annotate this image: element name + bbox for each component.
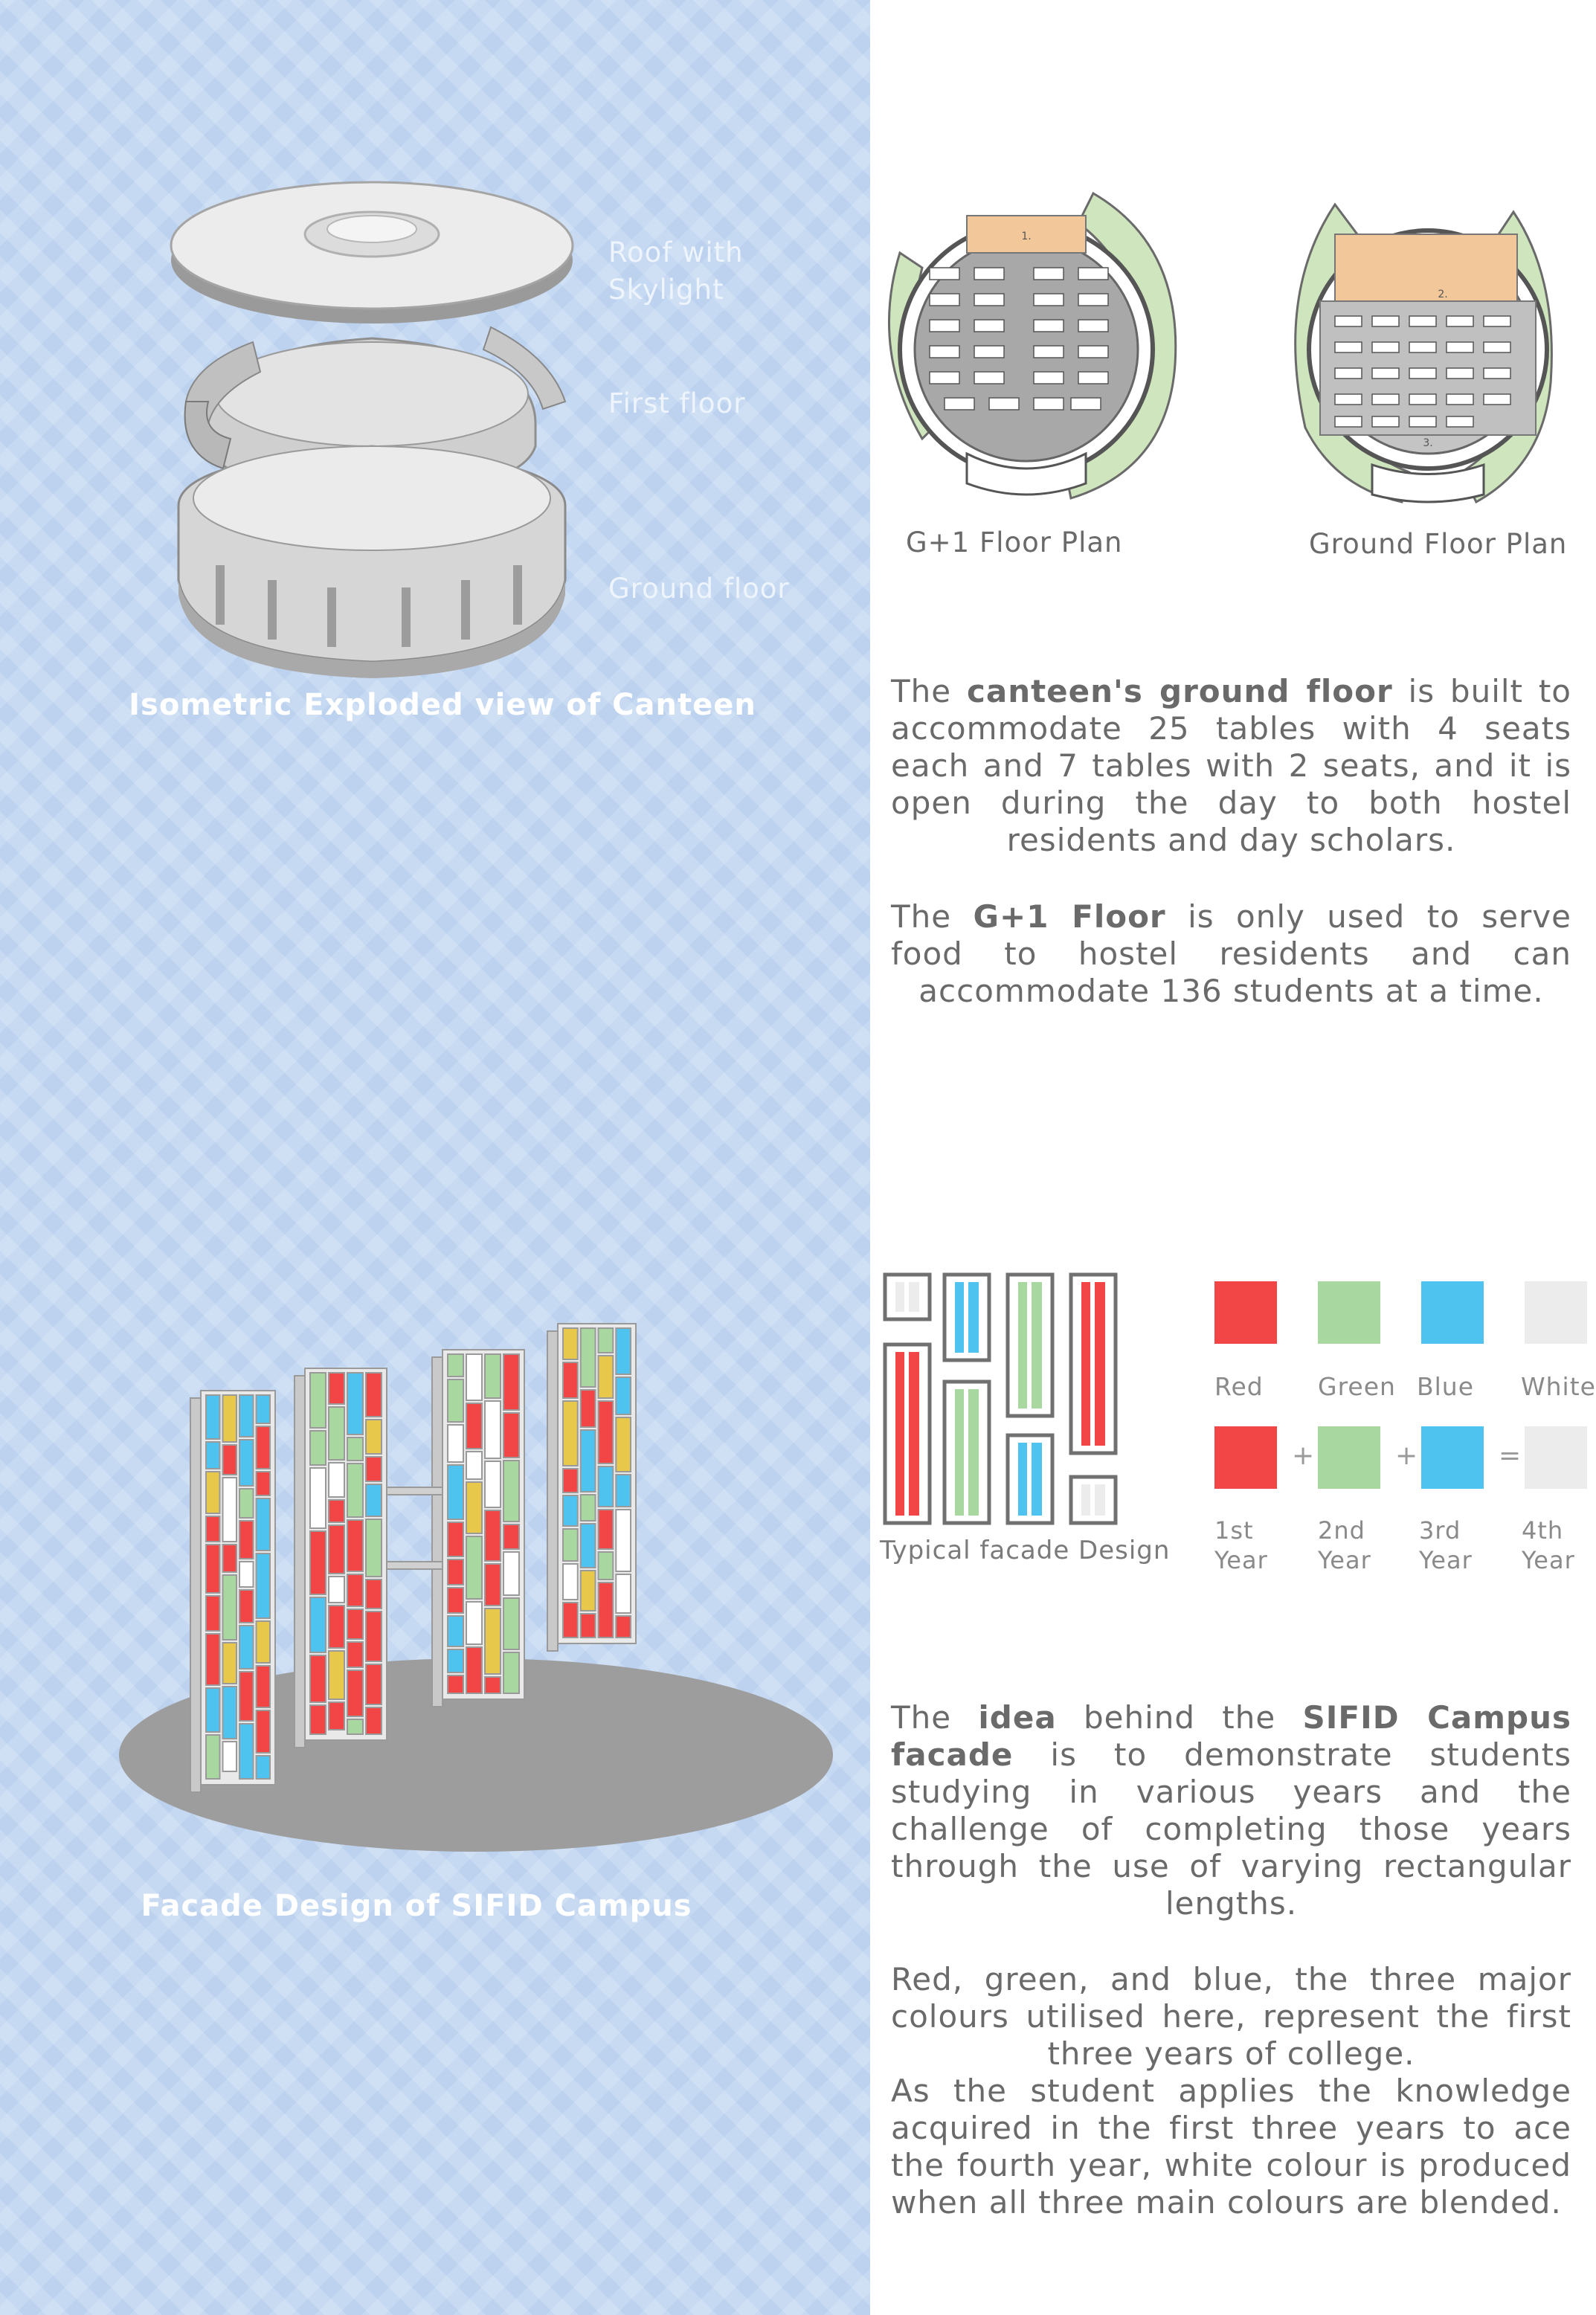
facade-tile: [206, 1472, 220, 1513]
facade-tile: [310, 1431, 326, 1465]
plus-operator-2: +: [1395, 1440, 1418, 1471]
facade-panel-side-3: [432, 1357, 443, 1707]
facade-tile: [239, 1562, 254, 1587]
facade-tile: [347, 1609, 363, 1639]
facade-shelf-2: [387, 1562, 443, 1569]
canteen-p1-bold: canteen's ground floor: [966, 673, 1393, 709]
facade-tile: [366, 1373, 382, 1417]
facade-tile: [466, 1452, 482, 1479]
facade-tile: [206, 1735, 220, 1779]
facade-tile: [239, 1395, 254, 1437]
facade-tile: [257, 1553, 271, 1618]
swatch-green: [1318, 1281, 1380, 1344]
facade-tile: [448, 1675, 463, 1693]
facade-tile: [599, 1401, 614, 1464]
facade-tile: [206, 1395, 220, 1439]
facade-tile: [485, 1677, 501, 1693]
facade-tile: [599, 1552, 614, 1580]
facade-tile: [448, 1379, 463, 1422]
facade-tile: [599, 1510, 614, 1549]
facade-tile: [239, 1521, 254, 1559]
facade-tile: [448, 1354, 463, 1377]
facade-tile: [485, 1401, 501, 1458]
facade-tile: [366, 1707, 382, 1734]
layer-label-roof-line2: Skylight: [608, 274, 724, 306]
facade-tile: [239, 1672, 254, 1721]
facade-tile: [485, 1609, 501, 1674]
facade-tile: [616, 1616, 631, 1638]
facade-tile: [347, 1574, 363, 1606]
swatch-year1: [1214, 1426, 1277, 1489]
ground-room-number-2: 2.: [1438, 289, 1448, 300]
facade-tile: [503, 1598, 519, 1649]
facade-tile: [485, 1510, 501, 1561]
facade-p1-t1: The: [891, 1699, 979, 1736]
facade-tile: [616, 1574, 631, 1613]
swatch-year4: [1525, 1426, 1587, 1489]
swatch-year3: [1421, 1426, 1484, 1489]
facade-tile: [310, 1373, 326, 1428]
facade-tile: [347, 1520, 363, 1571]
g1-plan-caption: G+1 Floor Plan: [906, 527, 1123, 558]
facade-tile: [581, 1390, 596, 1427]
canteen-p2-post: is only used to serve food to hostel residents and can accommodate 136 students at a time.: [891, 898, 1571, 1009]
year-label-1: [1214, 1516, 1268, 1575]
facade-tile: [563, 1603, 578, 1638]
facade-tile: [466, 1482, 482, 1533]
facade-panel-side-2: [295, 1376, 305, 1748]
facade-tile: [223, 1575, 237, 1640]
year-1-ordinal: 1st: [1214, 1516, 1254, 1545]
exploded-view-title: Isometric Exploded view of Canteen: [129, 688, 756, 722]
facade-tile: [466, 1602, 482, 1644]
year-4-word: Year: [1522, 1546, 1575, 1574]
facade-tile: [347, 1464, 363, 1517]
label-red: Red: [1214, 1372, 1264, 1401]
facade-tile: [206, 1688, 220, 1732]
facade-tile: [448, 1616, 463, 1646]
facade-3d-illustration: [112, 1242, 840, 1859]
facade-tile: [329, 1407, 344, 1460]
facade-p1-b1: idea: [978, 1699, 1057, 1736]
canteen-p2-bold: G+1 Floor: [973, 898, 1166, 935]
facade-tile: [616, 1377, 631, 1414]
facade-tile: [329, 1651, 344, 1699]
facade-tile: [616, 1328, 631, 1374]
facade-tile: [239, 1590, 254, 1623]
facade-tile: [616, 1475, 631, 1507]
g1-room-number: 1.: [1021, 231, 1032, 242]
layer-label-roof-line1: Roof with: [608, 236, 744, 268]
facade-tile: [329, 1463, 344, 1497]
facade-tile: [563, 1401, 578, 1466]
facade-shelf-1: [387, 1487, 443, 1495]
facade-tile: [485, 1354, 501, 1398]
facade-tile: [257, 1426, 271, 1469]
facade-tile: [329, 1500, 344, 1522]
facade-tile: [206, 1634, 220, 1685]
facade-tile: [563, 1328, 578, 1359]
swatch-blue: [1421, 1281, 1484, 1344]
facade-tile: [616, 1510, 631, 1571]
typical-facade-caption: Typical facade Design: [880, 1536, 1171, 1565]
facade-tile: [366, 1612, 382, 1661]
facade-tile: [223, 1395, 237, 1442]
facade-tile: [310, 1531, 326, 1594]
plus-operator-1: +: [1292, 1440, 1315, 1471]
canteen-p1-pre: The: [891, 673, 967, 709]
canteen-paragraph-2: [891, 898, 1571, 1010]
facade-tile: [563, 1362, 578, 1398]
facade-tile: [599, 1582, 614, 1638]
facade-tile: [485, 1564, 501, 1606]
facade-tile: [503, 1524, 519, 1549]
facade-tile: [329, 1525, 344, 1574]
facade-p1-b2: SIFID Campus facade: [891, 1699, 1571, 1773]
canteen-p2-pre: The: [891, 898, 974, 935]
facade-tile: [563, 1495, 578, 1526]
facade-tile: [616, 1417, 631, 1472]
facade-tile: [599, 1356, 614, 1398]
year-4-ordinal: 4th: [1522, 1516, 1564, 1545]
equals-operator: =: [1499, 1440, 1522, 1471]
facade-tile: [347, 1719, 363, 1734]
facade-title: Facade Design of SIFID Campus: [141, 1889, 692, 1923]
facade-tile: [310, 1468, 326, 1528]
facade-tile: [329, 1606, 344, 1648]
facade-tile: [223, 1545, 237, 1572]
facade-p1-t2: behind the: [1056, 1699, 1303, 1736]
facade-tile: [329, 1373, 344, 1404]
facade-tile: [223, 1687, 237, 1739]
swatch-white: [1525, 1281, 1587, 1344]
facade-tile: [485, 1461, 501, 1507]
canteen-p1-post: is built to accommodate 25 tables with 4 seats each and 7 tables with 2 seats, and it is open during the day to both hostel residents and day scholars.: [891, 673, 1572, 858]
facade-tile: [466, 1354, 482, 1400]
facade-tile: [503, 1552, 519, 1595]
facade-tile: [223, 1445, 237, 1475]
facade-tile: [223, 1742, 237, 1771]
facade-tile: [366, 1420, 382, 1454]
facade-tile: [599, 1328, 614, 1353]
facade-tile: [581, 1328, 596, 1387]
facade-tile: [223, 1643, 237, 1684]
facade-panel-side-4: [547, 1331, 558, 1651]
facade-tile: [347, 1670, 363, 1716]
facade-tile: [206, 1516, 220, 1542]
facade-tile: [206, 1545, 220, 1593]
facade-tile: [239, 1489, 254, 1518]
facade-paragraph-3: As the student applies the knowledge acquired in the first three years to ace the fourth year, white colour is produced when all three main colours are blended.: [891, 2073, 1571, 2221]
layer-label-roof: [608, 234, 744, 309]
ground-plan-caption: Ground Floor Plan: [1309, 528, 1568, 560]
facade-tile: [257, 1666, 271, 1707]
facade-tile: [563, 1469, 578, 1493]
facade-tile: [366, 1519, 382, 1577]
facade-tile: [347, 1373, 363, 1435]
facade-tile: [347, 1642, 363, 1667]
facade-tile: [503, 1461, 519, 1522]
facade-tile: [366, 1664, 382, 1704]
facade-tile: [310, 1597, 326, 1652]
facade-tile: [329, 1577, 344, 1603]
facade-tile: [366, 1457, 382, 1481]
year-label-2: [1318, 1516, 1371, 1575]
facade-tile: [563, 1564, 578, 1600]
facade-tile: [257, 1621, 271, 1663]
facade-paragraph-2: Red, green, and blue, the three major colours utilised here, represent the first three years of college.: [891, 1961, 1571, 2072]
facade-tile: [366, 1484, 382, 1516]
facade-tile: [466, 1403, 482, 1449]
year-label-4: [1522, 1516, 1575, 1575]
facade-tile: [563, 1529, 578, 1561]
facade-tile: [239, 1724, 254, 1779]
facade-tile: [257, 1395, 271, 1423]
facade-tile: [448, 1465, 463, 1519]
ground-room-number-3: 3.: [1423, 437, 1433, 449]
facade-tile: [310, 1705, 326, 1734]
year-2-word: Year: [1318, 1546, 1371, 1574]
facade-tile: [581, 1571, 596, 1611]
facade-tile: [223, 1478, 237, 1542]
year-3-word: Year: [1419, 1546, 1473, 1574]
facade-tile: [581, 1495, 596, 1521]
facade-tile: [448, 1522, 463, 1556]
facade-panel-side-1: [190, 1398, 201, 1792]
facade-tile: [581, 1524, 596, 1568]
facade-p1-t3: is to demonstrate students studying in various years and the challenge of completing those years through the use of varying rectangular lengths.: [891, 1736, 1571, 1922]
facade-tile: [257, 1710, 271, 1753]
canteen-paragraph-1: [891, 673, 1571, 859]
typical-facade-modules: [878, 1270, 1145, 1530]
facade-tile: [448, 1559, 463, 1585]
label-blue: Blue: [1417, 1372, 1475, 1401]
facade-tile: [503, 1652, 519, 1693]
facade-tile: [448, 1588, 463, 1613]
canteen-exploded-illustration: [164, 178, 595, 684]
facade-paragraph-1: [891, 1699, 1571, 1922]
year-3-ordinal: 3rd: [1419, 1516, 1461, 1545]
facade-tile: [581, 1614, 596, 1638]
facade-tile: [206, 1442, 220, 1469]
facade-tile: [503, 1354, 519, 1410]
facade-tile: [257, 1472, 271, 1495]
facade-tile: [257, 1498, 271, 1551]
facade-tile: [239, 1626, 254, 1669]
g1-floor-plan: [878, 186, 1190, 506]
label-white: White: [1521, 1372, 1596, 1401]
facade-tile: [466, 1647, 482, 1693]
layer-label-first-floor: First floor: [608, 387, 746, 419]
swatch-year2: [1318, 1426, 1380, 1489]
facade-tile: [448, 1425, 463, 1462]
year-label-3: [1419, 1516, 1473, 1575]
facade-tile: [581, 1430, 596, 1492]
year-1-word: Year: [1214, 1546, 1268, 1574]
facade-tile: [503, 1413, 519, 1458]
label-green: Green: [1318, 1372, 1396, 1401]
ground-floor-plan: [1290, 190, 1562, 509]
facade-tile: [310, 1655, 326, 1702]
facade-tile: [239, 1440, 254, 1486]
facade-tile: [347, 1437, 363, 1461]
facade-tile: [206, 1596, 220, 1631]
year-2-ordinal: 2nd: [1318, 1516, 1365, 1545]
facade-tile: [448, 1649, 463, 1672]
layer-label-ground-floor: Ground floor: [608, 573, 790, 605]
swatch-red: [1214, 1281, 1277, 1344]
facade-tile: [257, 1756, 271, 1779]
facade-tile: [329, 1702, 344, 1730]
facade-tile: [366, 1580, 382, 1609]
facade-tile: [466, 1536, 482, 1599]
facade-tile: [599, 1466, 614, 1507]
